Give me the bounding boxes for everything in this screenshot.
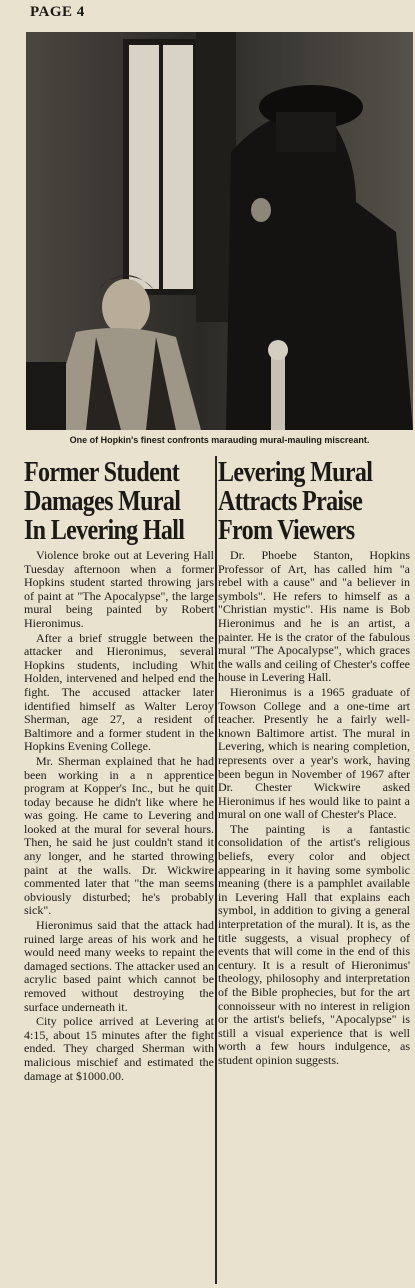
paragraph: Mr. Sherman explained that he had been working in a n apprentice program at Kopper's Inc., but he quit today because he didn't like where he was going. He came to Levering and looked at the mural for several hours. Then, he said he just couldn't stand it any longer, and he started throwing paint at the walls. Dr. Wickwire commented later that "the man seems obviously disturbed; he's probably sick".	[24, 753, 214, 918]
news-photo	[26, 32, 413, 430]
headline-line: Attracts Praise	[218, 486, 363, 517]
article-body	[24, 549, 214, 1083]
paragraph: City police arrived at Levering at 4:15, about 15 minutes after the fight ended. They charged Sherman with malicious mischief and estimated the damage at $1000.00.	[24, 1014, 214, 1083]
page-number: PAGE 4	[30, 4, 85, 20]
paragraph: The painting is a fantastic consolidation of the artist's religious beliefs, every color and object appearing in it having some symbolic meaning (there is a pamphlet available in Levering Hall that explains each symbol, in addition to giving a general interpretation of the mural). It is, as the title suggests, a visual prophecy of events that will come in the end of this century. It is a result of Hieronimus' theology, philosophy and interpretation of the Bible prophecies, but for the art connoisseur with no interest in religion or the artist's beliefs, "Apocalypse" is still a visual experience that is well worth a few hours indulgence, as student opinion suggests.	[218, 821, 410, 1067]
article-right	[218, 456, 410, 1280]
paragraph: Hieronimus said that the attack had ruined large areas of his work and he would need many weeks to repaint the damaged sections. The attacker used an acrylic based paint which cannot be removed without destroying the surface underneath it.	[24, 918, 214, 1014]
photo-icon	[26, 32, 413, 430]
article-headline	[218, 458, 409, 545]
paragraph: After a brief struggle between the attacker and Hieronimus, several Hopkins students, including Whit Holden, intervened and helped end the fight. The accused attacker later identified himself as Walter Leroy Sherman, age 27, a resident of Baltimore and a former student in the Hopkins Evening College.	[24, 630, 214, 754]
article-body	[218, 549, 410, 1068]
paragraph: Dr. Phoebe Stanton, Hopkins Professor of Art, has called him "a rebel with a cause" and "a believer in symbols". He refers to himself as a "Christian mystic". His name is Bob Hieronimus and he is an artist, a painter. He is the crator of the fabulous mural "The Apocalypse", which graces the walls and ceiling of Chester's coffee house in Levering Hall.	[218, 548, 410, 685]
article-left	[24, 456, 214, 1280]
paragraph: Hieronimus is a 1965 graduate of Towson College and a one-time art teacher. Presently he a fairly well-known Baltimore artist. The mural in Levering, which is nearing completion, represents over a year's work, having been begun in November of 1967 after Dr. Chester Wickwire asked Hieronimus if hes would like to paint a mural on one wall of Chester's Place.	[218, 684, 410, 822]
headline-line: From Viewers	[218, 515, 355, 546]
column-divider	[215, 456, 217, 1284]
headline-line: Damages Mural	[24, 486, 181, 517]
photo-caption: One of Hopkin's finest confronts marauding mural-mauling miscreant.	[69, 435, 370, 445]
headline-line: Levering Mural	[218, 457, 373, 488]
headline-line: Former Student	[24, 457, 180, 488]
paragraph: Violence broke out at Levering Hall Tuesday afternoon when a former Hopkins student started throwing jars of paint at "The Apocalypse", the large mural being painted by Robert Hieronimus.	[24, 548, 214, 630]
article-headline	[24, 458, 214, 545]
headline-line: In Levering Hall	[24, 515, 185, 546]
